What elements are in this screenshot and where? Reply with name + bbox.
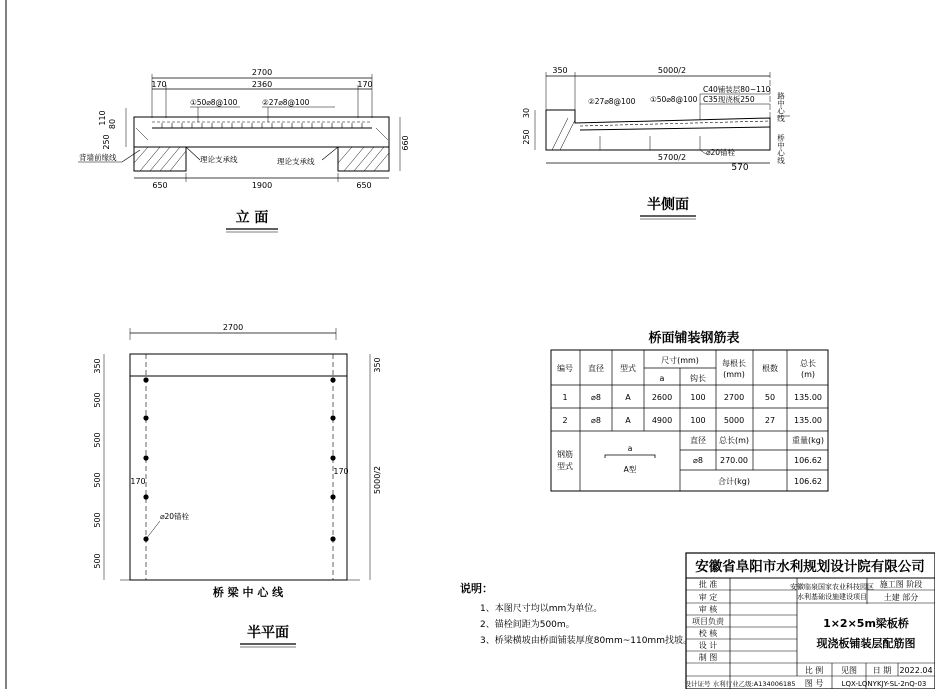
plan-anchor-label: ⌀20锚栓 — [160, 512, 190, 521]
elev-dim-total: 2700 — [251, 68, 273, 77]
plan-dim-left-350: 350 — [93, 358, 102, 374]
rebar-header-total-unit: (m) — [800, 370, 816, 379]
tb-scale-label: 比 例 — [804, 666, 824, 675]
rebar-shape-drawing — [605, 455, 655, 458]
tb-check: 审 核 — [698, 605, 718, 614]
summary-weight: 106.62 — [794, 456, 822, 465]
notes-item-2: 2、锚栓间距为500m。 — [480, 620, 575, 630]
rebar-table — [551, 330, 828, 491]
elev-dim-1900: 1900 — [251, 181, 273, 190]
title-block — [685, 553, 935, 689]
side-note-c40: C40铺装层80~110 — [703, 85, 771, 94]
tb-date-value: 2022.04 — [899, 666, 933, 675]
side-dim-5700-2: 5700/2 — [657, 153, 687, 162]
rebar-row2-no: 2 — [562, 416, 568, 425]
notes-block — [460, 581, 692, 646]
rebar-row1-a: 2600 — [651, 393, 673, 402]
summary-header-len: 总长(m) — [718, 436, 750, 445]
side-dim-250: 250 — [522, 129, 531, 145]
rebar-row1-total: 135.00 — [794, 393, 822, 402]
plan-dim-right-5000-2: 5000/2 — [373, 465, 382, 495]
elev-rebar-1-label: ①50⌀8@100 — [190, 98, 238, 107]
summary-header-weight: 重量(kg) — [792, 436, 824, 445]
tb-project-name-1: 安徽临泉国家农业科技园区 — [790, 583, 874, 591]
tb-phase: 施工图 阶段 — [879, 580, 923, 589]
rebar-row1-dia: ⌀8 — [591, 393, 601, 402]
side-label-road-center: 路中心线 — [776, 92, 786, 122]
rebar-row1-no: 1 — [562, 393, 568, 402]
elev-rebar-2-label: ②27⌀8@100 — [262, 98, 310, 107]
rebar-shape-label-2: 型式 — [557, 462, 573, 471]
half-side-view — [522, 66, 790, 219]
tb-project-lead: 项目负责 — [692, 617, 724, 626]
summary-total-label: 合计(kg) — [718, 477, 750, 486]
rebar-header-count: 根数 — [762, 364, 778, 373]
rebar-row2-dia: ⌀8 — [591, 416, 601, 425]
rebar-header-hook: 钩长 — [690, 374, 706, 383]
elevation-view — [78, 68, 410, 232]
rebar-header-size: 尺寸(mm) — [661, 356, 699, 365]
tb-drawing-no: LQX-LQNYKJY-SL-2nQ-03 — [841, 680, 927, 688]
summary-len: 270.00 — [720, 456, 748, 465]
half-plan-caption: 半平面 — [247, 625, 289, 641]
rebar-header-a: a — [659, 374, 665, 383]
elev-note-bearing-left: 理论支承线 — [200, 155, 238, 164]
summary-header-dia: 直径 — [690, 436, 706, 445]
notes-title: 说明： — [460, 582, 493, 595]
side-dim-570: 570 — [731, 163, 749, 173]
tb-scale-value: 见图 — [841, 666, 857, 675]
rebar-header-each-len: 每根长 — [722, 359, 746, 368]
plan-dim-left-500-b: 500 — [93, 432, 102, 448]
rebar-row2-type: A — [625, 416, 631, 425]
plan-dim-left-500-a: 500 — [93, 392, 102, 408]
plan-dim-right-350: 350 — [373, 357, 382, 373]
rebar-shape-label-1: 钢筋 — [557, 450, 573, 459]
elev-dim-110: 110 — [98, 110, 107, 126]
side-dim-5000-2: 5000/2 — [657, 66, 687, 75]
side-dim-350: 350 — [552, 66, 568, 75]
tb-design: 设 计 — [698, 641, 718, 650]
tb-review: 审 定 — [698, 593, 718, 602]
rebar-table-title: 桥面铺装钢筋表 — [648, 331, 740, 346]
tb-date-label: 日 期 — [872, 666, 892, 675]
half-plan-view — [93, 323, 382, 647]
rebar-header-total-len: 总长 — [800, 359, 816, 368]
side-note-c35: C35现浇板250 — [703, 95, 755, 104]
plan-centerline-label: 桥 梁 中 心 线 — [212, 586, 284, 599]
tb-proof: 校 核 — [698, 629, 718, 638]
elev-dim-80: 80 — [108, 118, 117, 130]
tb-drawing-title-1: 1×2×5m梁板桥 — [823, 617, 909, 630]
rebar-header-no: 编号 — [557, 364, 573, 373]
rebar-header-type: 型式 — [620, 364, 636, 373]
summary-total-value: 106.62 — [794, 477, 822, 486]
elev-deck-slab — [134, 117, 389, 147]
tb-discipline: 土建 部分 — [883, 593, 919, 602]
elev-dim-inner: 2360 — [251, 80, 273, 89]
elevation-caption: 立 面 — [235, 210, 269, 226]
rebar-shape-a: a — [627, 444, 633, 453]
tb-drawing-no-label: 图 号 — [804, 679, 824, 688]
elev-dim-650-left: 650 — [152, 181, 168, 190]
rebar-row1-hook: 100 — [690, 393, 706, 402]
plan-slab-outline — [130, 354, 347, 580]
rebar-shape-type: A型 — [623, 465, 637, 474]
plan-dim-right-170: 170 — [333, 467, 349, 476]
rebar-row2-hook: 100 — [690, 416, 706, 425]
side-rebar-2-label: ②27⌀8@100 — [588, 97, 636, 106]
elev-right-abutment — [338, 147, 389, 171]
plan-dim-left-500-d: 500 — [93, 512, 102, 528]
tb-drafter: 制 图 — [698, 653, 718, 662]
tb-project-name-2: 水利基础设施建设项目 — [797, 593, 867, 601]
elev-dim-250: 250 — [102, 134, 111, 150]
elev-note-bearing-right: 理论支承线 — [277, 157, 315, 166]
elev-rebar-ticks — [162, 123, 362, 128]
elev-note-front-edge: 背墙前缘线 — [79, 153, 117, 162]
side-section-outline — [546, 110, 770, 150]
side-dim-30: 30 — [522, 107, 531, 119]
side-rebar-1-label: ①50⌀8@100 — [650, 95, 698, 104]
plan-dim-2700: 2700 — [222, 323, 244, 332]
rebar-row1-count: 50 — [764, 393, 776, 402]
rebar-row1-type: A — [625, 393, 631, 402]
rebar-header-each-unit: (mm) — [723, 370, 745, 379]
rebar-row2-each: 5000 — [723, 416, 745, 425]
tb-cert: 设计证号 水利行业乙级:A134006185 — [684, 680, 796, 688]
elev-dim-650-right: 650 — [356, 181, 372, 190]
notes-item-3: 3、桥梁横坡由桥面铺装厚度80mm~110mm找坡。 — [480, 636, 692, 646]
plan-dim-left-500-c: 500 — [93, 472, 102, 488]
rebar-row2-count: 27 — [764, 416, 776, 425]
rebar-row2-total: 135.00 — [794, 416, 822, 425]
side-anchor-label: ⌀20锚栓 — [706, 148, 736, 157]
tb-drawing-title-2: 现浇板铺装层配筋图 — [816, 637, 916, 650]
rebar-header-dia: 直径 — [588, 364, 604, 373]
rebar-row2-a: 4900 — [651, 416, 673, 425]
plan-dim-left-170: 170 — [130, 477, 146, 486]
company-name: 安徽省阜阳市水利规划设计院有限公司 — [695, 559, 925, 575]
summary-dia: ⌀8 — [693, 456, 703, 465]
elev-dim-left-end: 170 — [151, 80, 167, 89]
side-label-bridge-center: 桥中心线 — [776, 134, 786, 164]
elev-dim-660: 660 — [401, 135, 410, 151]
notes-item-1: 1、本图尺寸均以mm为单位。 — [480, 604, 603, 614]
half-side-caption: 半侧面 — [647, 197, 689, 213]
plan-dim-left-500-e: 500 — [93, 553, 102, 569]
tb-approve: 批 准 — [698, 580, 718, 589]
rebar-row1-each: 2700 — [723, 393, 745, 402]
elev-dim-right-end: 170 — [357, 80, 373, 89]
